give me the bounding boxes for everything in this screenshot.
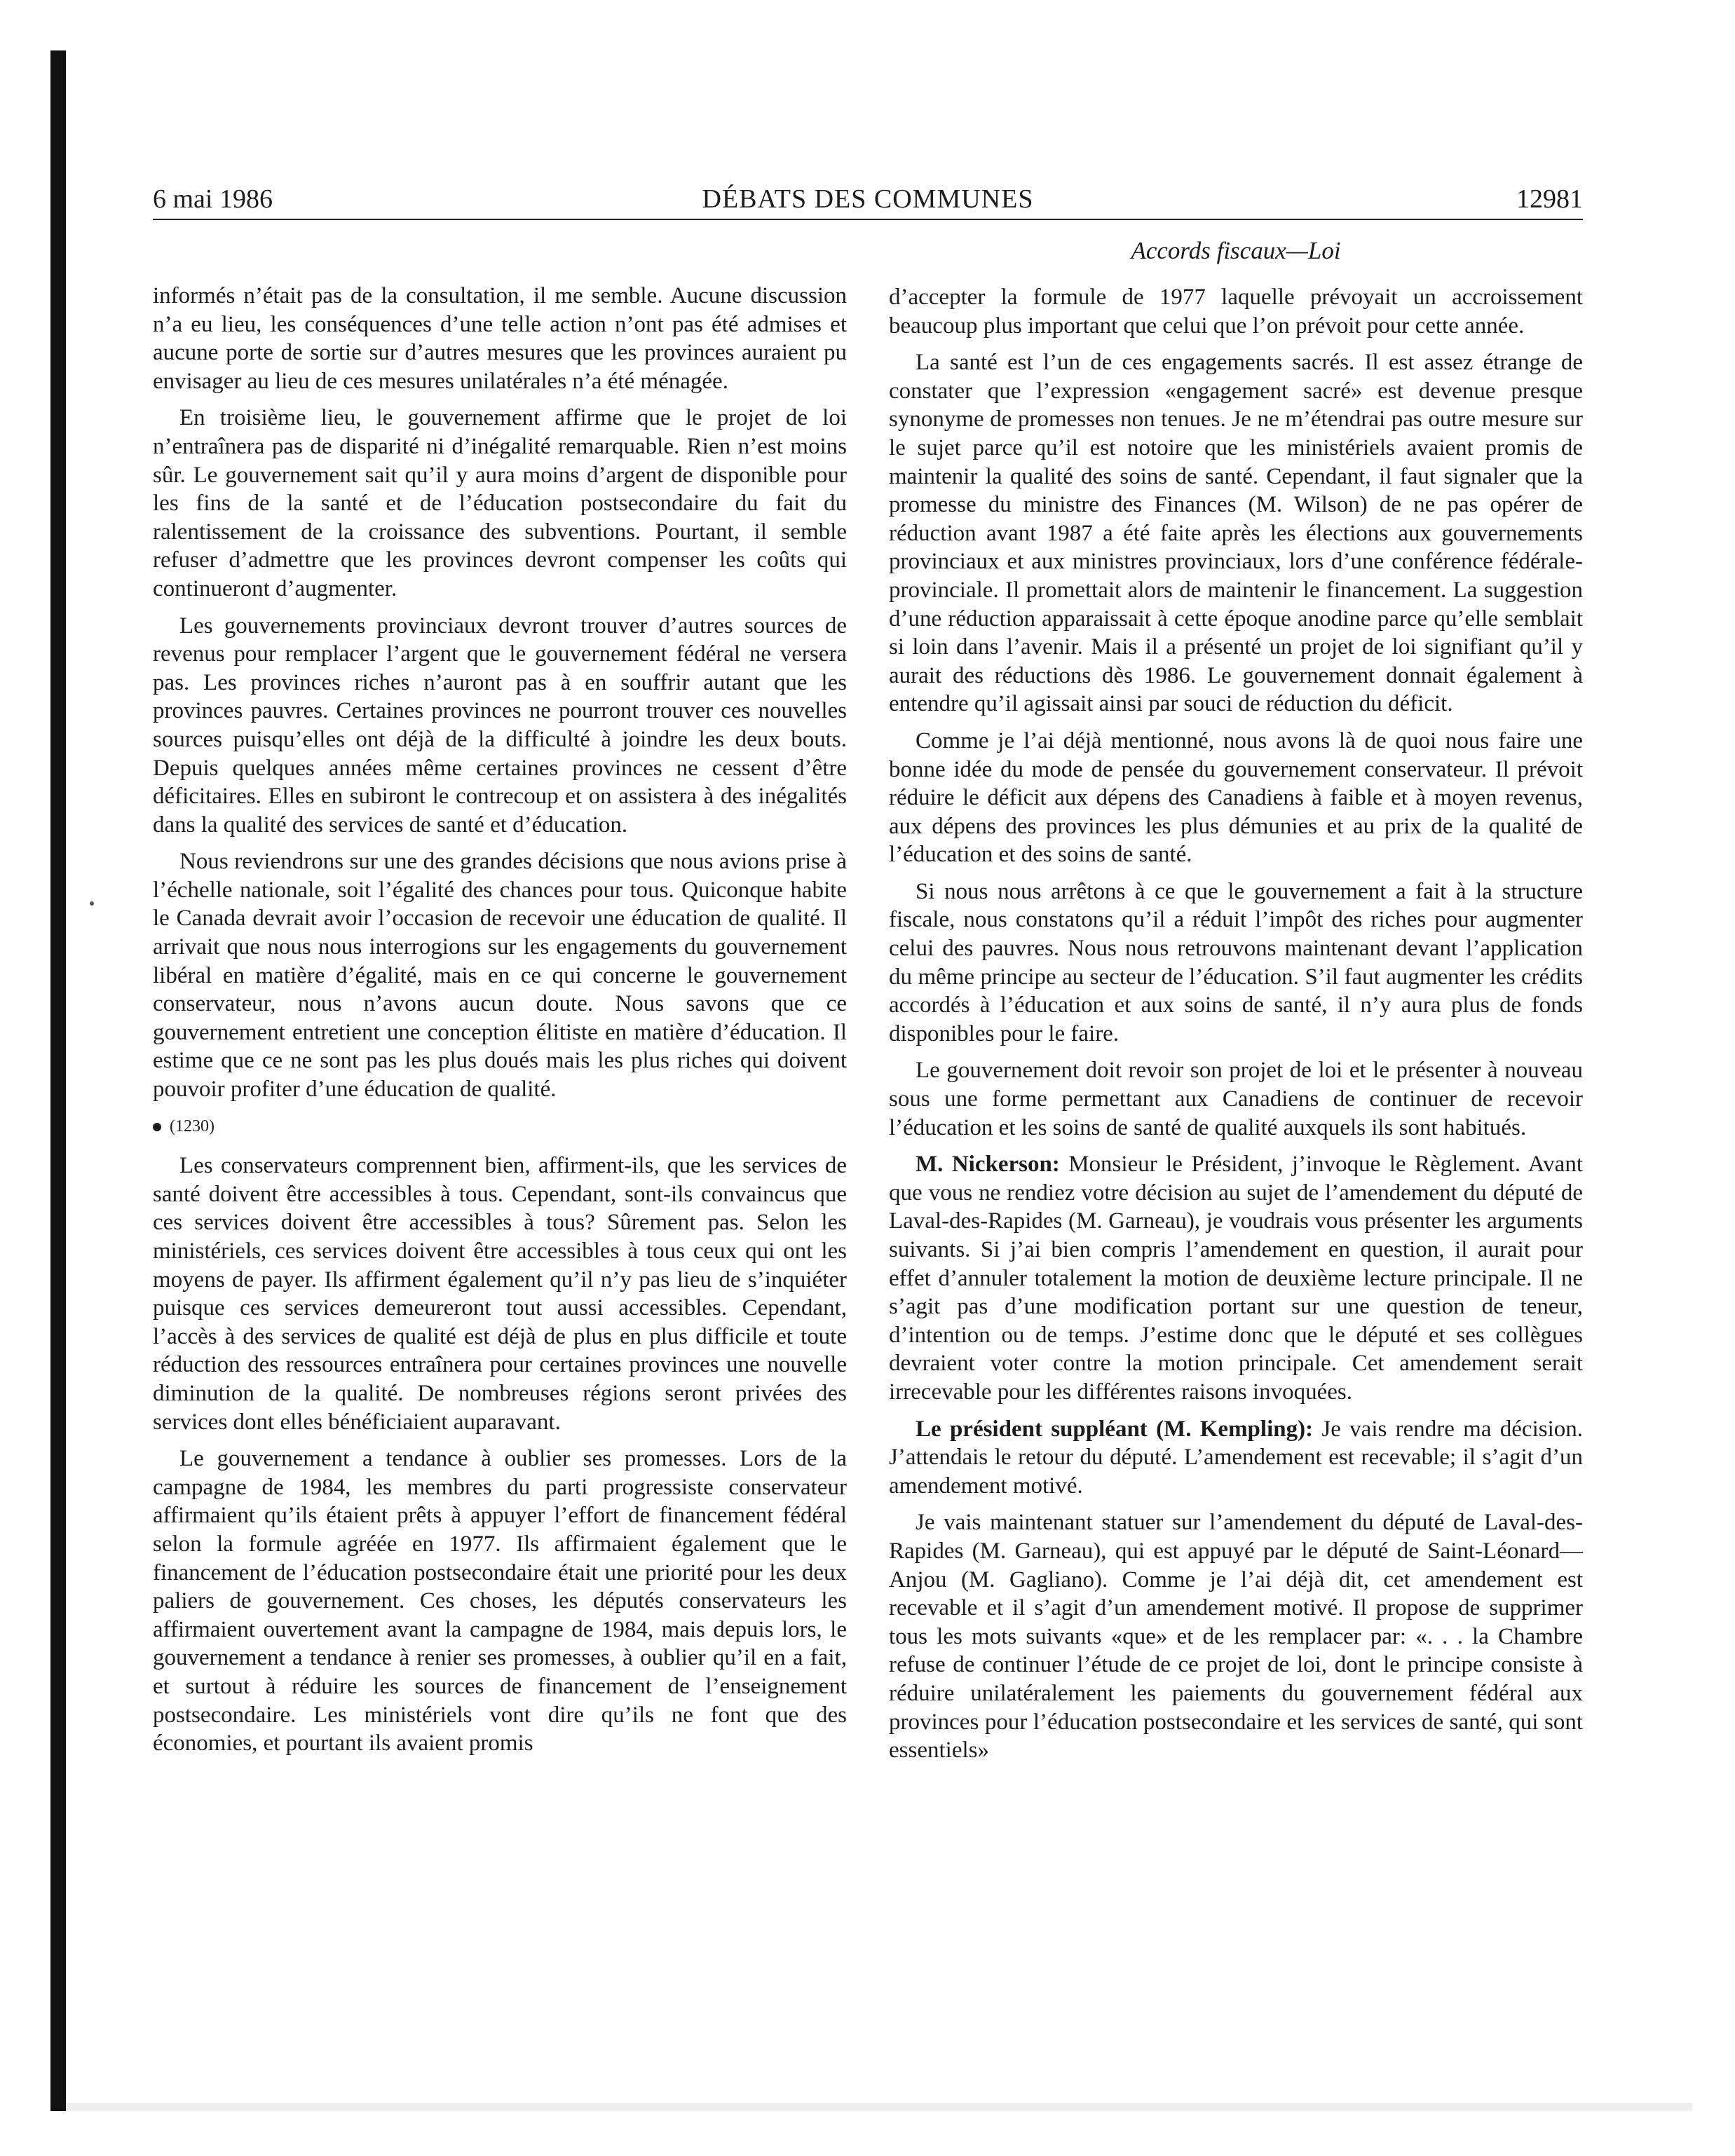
- paragraph: En troisième lieu, le gouvernement affirme que le projet de loi n’entraînera pas de disparité ni d’inégalité remarquable. Rien n’est moins sûr. Le gouvernement sait qu’il y aura moins d’argent de disponible pour les fins de la santé et de l’éducation postsecondaire du fait du ralentissement de la croissance des subventions. Pourtant, il semble refuser d’admettre que les provinces devront compenser les coûts qui continueront d’augmenter.: [153, 405, 847, 601]
- header-title: DÉBATS DES COMMUNES: [702, 184, 1034, 214]
- speaker-name: M. Nickerson:: [916, 1152, 1060, 1178]
- paragraph: Nous reviendrons sur une des grandes décisions que nous avions prise à l’échelle nationale, soit l’égalité des chances pour tous. Quiconque habite le Canada devrait avoir l’occasion de recevoir une éducation de qualité. Il arrivait que nous nous interrogions sur les engagements du gouvernement libéral en matière d’égalité, mais en ce qui concerne le gouvernement conservateur, nous n’avons aucun doute. Nous savons que ce gouvernement entretient une conception élitiste en matière d’éducation. Il estime que ce ne sont pas les plus doués mais les plus riches qui doivent pouvoir profiter d’une éducation de qualité.: [153, 849, 847, 1103]
- paragraph: informés n’était pas de la consultation, il me semble. Aucune discussion n’a eu lieu, les conséquences d’une telle action n’ont pas été admises et aucune porte de sortie sur d’autres mesures que les provinces auraient pu envisager au lieu de ces mesures unilatérales n’a été ménagée.: [153, 283, 847, 394]
- scan-speck: [90, 901, 94, 906]
- speaker-name: Le président suppléant (M. Kempling):: [916, 1416, 1314, 1442]
- paragraph: Je vais maintenant statuer sur l’amendement du député de Laval-des-Rapides (M. Garneau), qui est appuyé par le député de Saint-Léonard—Anjou (M. Gagliano). Comme je l’ai déjà dit, cet amendement est recevable et il s’agit d’un amendement motivé. Il propose de supprimer tous les mots suivants «que» et de les remplacer par: «. . . la Chambre refuse de continuer l’étude de ce projet de loi, dont le principe consiste à réduire unilatéralement les paiements du gouvernement fédéral aux provinces pour l’éducation postsecondaire et les services de santé, qui sont essentiels»: [889, 1510, 1583, 1763]
- bullet-icon: [153, 1123, 161, 1131]
- scan-bottom-edge: [66, 2103, 1692, 2111]
- paragraph: Le gouvernement a tendance à oublier ses promesses. Lors de la campagne de 1984, les membres du parti progressiste conservateur affirmaient qu’ils étaient prêts à appuyer l’effort de financement fédéral selon la formule agréée en 1977. Ils affirmaient également que le financement de l’éducation postsecondaire était une priorité pour les deux paliers de gouvernement. Ces choses, les députés conservateurs les affirmaient ouvertement avant la campagne de 1984, mais depuis lors, le gouvernement a tendance à renier ses promesses, à oublier qu’il en a fait, et surtout à réduire les sources de financement de l’enseignement postsecondaire. Les ministériels vont dire qu’ils ne font que des économies, et pourtant ils avaient promis: [153, 1446, 847, 1756]
- scan-edge-shadow: [50, 50, 66, 2111]
- page-header: [153, 184, 1583, 219]
- speech-paragraph: [889, 1150, 1583, 1406]
- paragraph: Le gouvernement doit revoir son projet de loi et le présenter à nouveau sous une forme permettant aux Canadiens de continuer de recevoir l’éducation et les soins de santé de qualité auxquels ils sont habitués.: [889, 1058, 1583, 1140]
- speech-text: Monsieur le Président, j’invoque le Règlement. Avant que vous ne rendiez votre décision au sujet de l’amendement du député de Laval-des-Rapides (M. Garneau), je voudrais vous présenter les arguments suivants. Si j’ai bien compris l’amendement en question, il aurait pour effet d’annuler totalement la motion de deuxième lecture principale. Il ne s’agit pas d’une modification portant sur une question de teneur, d’intention ou de temps. J’estime donc que le député et ses collègues devraient voter contre la motion principale. Cet amendement serait irrecevable pour les différentes raisons invoquées.: [889, 1152, 1583, 1405]
- speech-text: Je vais rendre ma décision. J’attendais le retour du député. L’amendement est recevable; il s’agit d’un amendement motivé.: [889, 1416, 1584, 1499]
- header-date: 6 mai 1986: [153, 184, 273, 214]
- right-column: [889, 283, 1583, 1773]
- paragraph: d’accepter la formule de 1977 laquelle prévoyait un accroissement beaucoup plus important que celui que l’on prévoit pour cette année.: [889, 285, 1583, 339]
- paragraph: Les gouvernements provinciaux devront trouver d’autres sources de revenus pour remplacer l’argent que le gouvernement fédéral ne versera pas. Les provinces riches n’auront pas à en souffrir autant que les provinces pauvres. Certaines provinces ne pourront trouver ces nouvelles sources puisqu’elles ont déjà de la difficulté à joindre les deux bouts. Depuis quelques années même certaines provinces ne cessent d’être déficitaires. Elles en subiront le contrecoup et on assistera à des inégalités dans la qualité des services de santé et d’éducation.: [153, 613, 847, 838]
- time-marker: [153, 1112, 847, 1141]
- paragraph: Si nous nous arrêtons à ce que le gouvernement a fait à la structure fiscale, nous constatons qu’il a réduit l’impôt des riches pour augmenter celui des pauvres. Nous nous retrouvons maintenant devant l’application du même principe au secteur de l’éducation. S’il faut augmenter les crédits accordés à l’éducation et aux soins de santé, il n’y aura plus de fonds disponibles pour le faire.: [889, 878, 1583, 1046]
- running-title: Accords fiscaux—Loi: [1131, 237, 1341, 264]
- header-rule: [153, 219, 1583, 220]
- header-page-number: 12981: [1516, 184, 1583, 214]
- paragraph: La santé est l’un de ces engagements sacrés. Il est assez étrange de constater que l’expression «engagement sacré» est devenue presque synonyme de promesses non tenues. Je ne m’étendrai pas outre mesure sur le sujet parce qu’il est notoire que les ministériels avaient promis de maintenir la qualité des soins de santé. Cependant, il faut signaler que la promesse du ministre des Finances (M. Wilson) de ne pas opérer de réduction avant 1987 a été faite après les élections aux gouvernements provinciaux et aux ministres provinciaux, lors d’une conférence fédérale-provinciale. Il promettait alors de maintenir le financement. La suggestion d’une réduction apparaissait à cette époque anodine parce qu’elle semblait si loin dans l’avenir. Mais il a présenté un projet de loi signifiant qu’il y aurait des réductions dès 1986. Le gouvernement donnait également à entendre qu’il agissait ainsi par souci de réduction du déficit.: [889, 350, 1583, 717]
- paragraph: Comme je l’ai déjà mentionné, nous avons là de quoi nous faire une bonne idée du mode de pensée du gouvernement conservateur. Il prévoit réduire le déficit aux dépens des Canadiens à faible et à moyen revenus, aux dépens des provinces les plus démunies et au prix de la qualité de l’éducation et des soins de santé.: [889, 728, 1583, 868]
- left-column: [153, 282, 847, 1766]
- time-marker-label: (1230): [170, 1117, 215, 1135]
- speech-paragraph: [889, 1415, 1583, 1501]
- paragraph: Les conservateurs comprennent bien, affirment-ils, que les services de santé doivent être accessibles à tous. Cependant, sont-ils convaincus que ces services doivent être accessibles à tous? Sûrement pas. Selon les ministériels, ces services doivent être accessibles à tous ceux qui ont les moyens de payer. Ils affirment également qu’il n’y pas lieu de s’inquiéter puisque ces services demeureront tout aussi accessibles. Cependant, l’accès à des services de qualité est déjà de plus en plus difficile et toute réduction des ressources entraînera pour certaines provinces une nouvelle diminution de la qualité. De nombreuses régions seront privées des services dont elles bénéficiaient auparavant.: [153, 1153, 847, 1435]
